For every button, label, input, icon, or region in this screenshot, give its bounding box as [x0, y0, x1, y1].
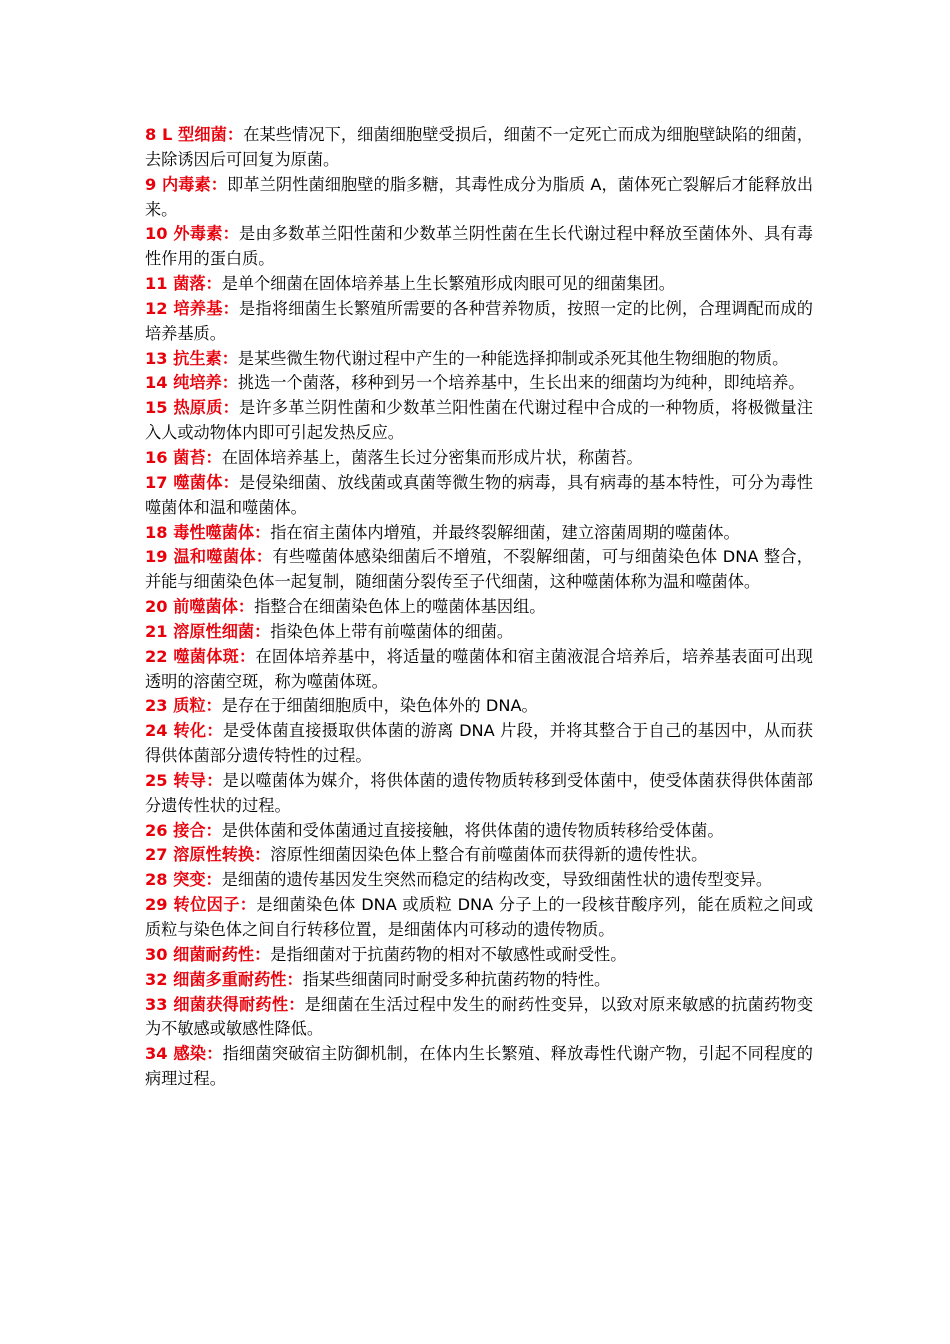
glossary-entry [145, 620, 813, 645]
entry-definition: 指某些细菌同时耐受多种抗菌药物的特性。 [302, 969, 611, 989]
glossary-entry [145, 1042, 813, 1092]
entry-definition: 溶原性细菌因染色体上整合有前噬菌体而获得新的遗传性状。 [270, 845, 708, 865]
glossary-entry [145, 396, 813, 446]
glossary-entry [145, 446, 813, 471]
entry-definition: 指染色体上带有前噬菌体的细菌。 [270, 621, 514, 641]
entry-term: 26 接合： [145, 820, 222, 840]
glossary-entry [145, 123, 813, 173]
entry-term: 29 转位因子： [145, 895, 257, 915]
entry-definition: 是指将细菌生长繁殖所需要的各种营养物质，按照一定的比例，合理调配而成的培养基质。 [145, 298, 813, 343]
entry-definition: 是细菌的遗传基因发生突然而稳定的结构改变，导致细菌性状的遗传型变异。 [221, 870, 773, 890]
entry-definition: 是存在于细菌细胞质中，染色体外的 DNA。 [221, 696, 538, 716]
entry-term: 17 噬菌体： [145, 472, 240, 492]
glossary-entry [145, 719, 813, 769]
entry-term: 30 细菌耐药性： [145, 944, 271, 964]
entry-definition: 是由多数革兰阳性菌和少数革兰阴性菌在生长代谢过程中释放至菌体外、具有毒性作用的蛋白质。 [145, 224, 813, 269]
entry-term: 23 质粒： [145, 696, 222, 716]
glossary-entry [145, 545, 813, 595]
entry-term: 19 温和噬菌体： [145, 547, 273, 567]
glossary-entry [145, 471, 813, 521]
entry-term: 25 转导： [145, 770, 223, 790]
entry-definition: 挑选一个菌落，移种到另一个培养基中，生长出来的细菌均为纯种，即纯培养。 [237, 373, 805, 393]
glossary-entry [145, 222, 813, 272]
entry-term: 22 噬菌体斑： [145, 646, 256, 666]
glossary-entry [145, 272, 813, 297]
entry-term: 20 前噬菌体： [145, 597, 255, 617]
glossary-entry [145, 371, 813, 396]
glossary-entry [145, 893, 813, 943]
entry-definition: 是单个细菌在固体培养基上生长繁殖形成肉眼可见的细菌集团。 [221, 274, 675, 294]
entry-term: 11 菌落： [145, 274, 222, 294]
entry-definition: 即革兰阴性菌细胞壁的脂多糖，其毒性成分为脂质 A，菌体死亡裂解后才能释放出来。 [145, 174, 814, 219]
entry-definition: 是供体菌和受体菌通过直接接触，将供体菌的遗传物质转移给受体菌。 [221, 820, 724, 840]
entry-term: 13 抗生素： [145, 348, 238, 368]
entry-definition: 是侵染细菌、放线菌或真菌等微生物的病毒，具有病毒的基本特性，可分为毒性噬菌体和温和噬菌体。 [145, 472, 813, 517]
glossary-entry [145, 943, 813, 968]
entry-definition: 是指细菌对于抗菌药物的相对不敏感性或耐受性。 [270, 944, 627, 964]
entry-term: 15 热原质： [145, 398, 240, 418]
glossary-entry [145, 694, 813, 719]
entry-term: 33 细菌获得耐药性： [145, 994, 305, 1014]
entry-definition: 是许多革兰阴性菌和少数革兰阳性菌在代谢过程中合成的一种物质，将极微量注入人或动物体内即可引起发热反应。 [145, 398, 813, 443]
entry-definition: 在固体培养基中，将适量的噬菌体和宿主菌液混合培养后，培养基表面可出现透明的溶菌空斑，称为噬菌体斑。 [145, 646, 813, 691]
glossary-list [145, 123, 813, 1092]
entry-definition: 是细菌染色体 DNA 或质粒 DNA 分子上的一段核苷酸序列，能在质粒之间或质粒与染色体之间自行转移位置，是细菌体内可移动的遗传物质。 [145, 895, 814, 939]
entry-term: 27 溶原性转换： [145, 845, 271, 865]
entry-term: 24 转化： [145, 721, 223, 741]
glossary-entry [145, 173, 813, 223]
glossary-entry [145, 521, 813, 546]
entry-term: 18 毒性噬菌体： [145, 522, 271, 542]
entry-definition: 是细菌在生活过程中发生的耐药性变异，以致对原来敏感的抗菌药物变为不敏感或敏感性降低。 [145, 994, 814, 1039]
entry-term: 21 溶原性细菌： [145, 621, 271, 641]
glossary-entry [145, 993, 813, 1043]
entry-definition: 是某些微生物代谢过程中产生的一种能选择抑制或杀死其他生物细胞的物质。 [237, 348, 789, 368]
glossary-entry [145, 968, 813, 993]
entry-definition: 是以噬菌体为媒介，将供体菌的遗传物质转移到受体菌中，使受体菌获得供体菌部分遗传性状的过程。 [145, 770, 813, 815]
entry-definition: 在某些情况下，细菌细胞壁受损后，细菌不一定死亡而成为细胞壁缺陷的细菌，去除诱因后可回复为原菌。 [145, 125, 814, 169]
entry-definition: 指细菌突破宿主防御机制，在体内生长繁殖、释放毒性代谢产物，引起不同程度的病理过程。 [145, 1044, 813, 1089]
entry-term: 14 纯培养： [145, 373, 238, 393]
entry-definition: 指整合在细菌染色体上的噬菌体基因组。 [254, 597, 546, 617]
glossary-entry [145, 297, 813, 347]
entry-term: 34 感染： [145, 1044, 223, 1064]
entry-term: 16 菌苔： [145, 447, 222, 467]
entry-definition: 在固体培养基上，菌落生长过分密集而形成片状，称菌苔。 [221, 447, 643, 467]
entry-term: 32 细菌多重耐药性： [145, 969, 303, 989]
glossary-entry [145, 347, 813, 372]
entry-term: 8 L 型细菌： [145, 125, 244, 144]
glossary-entry [145, 595, 813, 620]
entry-definition: 有些噬菌体感染细菌后不增殖，不裂解细菌，可与细菌染色体 DNA 整合，并能与细菌染色体一起复制，随细菌分裂传至子代细菌，这种噬菌体称为温和噬菌体。 [145, 547, 813, 592]
glossary-entry [145, 843, 813, 868]
entry-term: 12 培养基： [145, 298, 240, 318]
entry-definition: 是受体菌直接摄取供体菌的游离 DNA 片段，并将其整合于自己的基因中，从而获得供体菌部分遗传特性的过程。 [145, 721, 813, 766]
entry-term: 10 外毒素： [145, 224, 240, 244]
glossary-entry [145, 769, 813, 819]
entry-term: 28 突变： [145, 870, 222, 890]
entry-definition: 指在宿主菌体内增殖，并最终裂解细菌，建立溶菌周期的噬菌体。 [270, 522, 740, 542]
glossary-entry [145, 819, 813, 844]
glossary-entry [145, 868, 813, 893]
glossary-entry [145, 645, 813, 695]
entry-term: 9 内毒素： [145, 174, 228, 194]
